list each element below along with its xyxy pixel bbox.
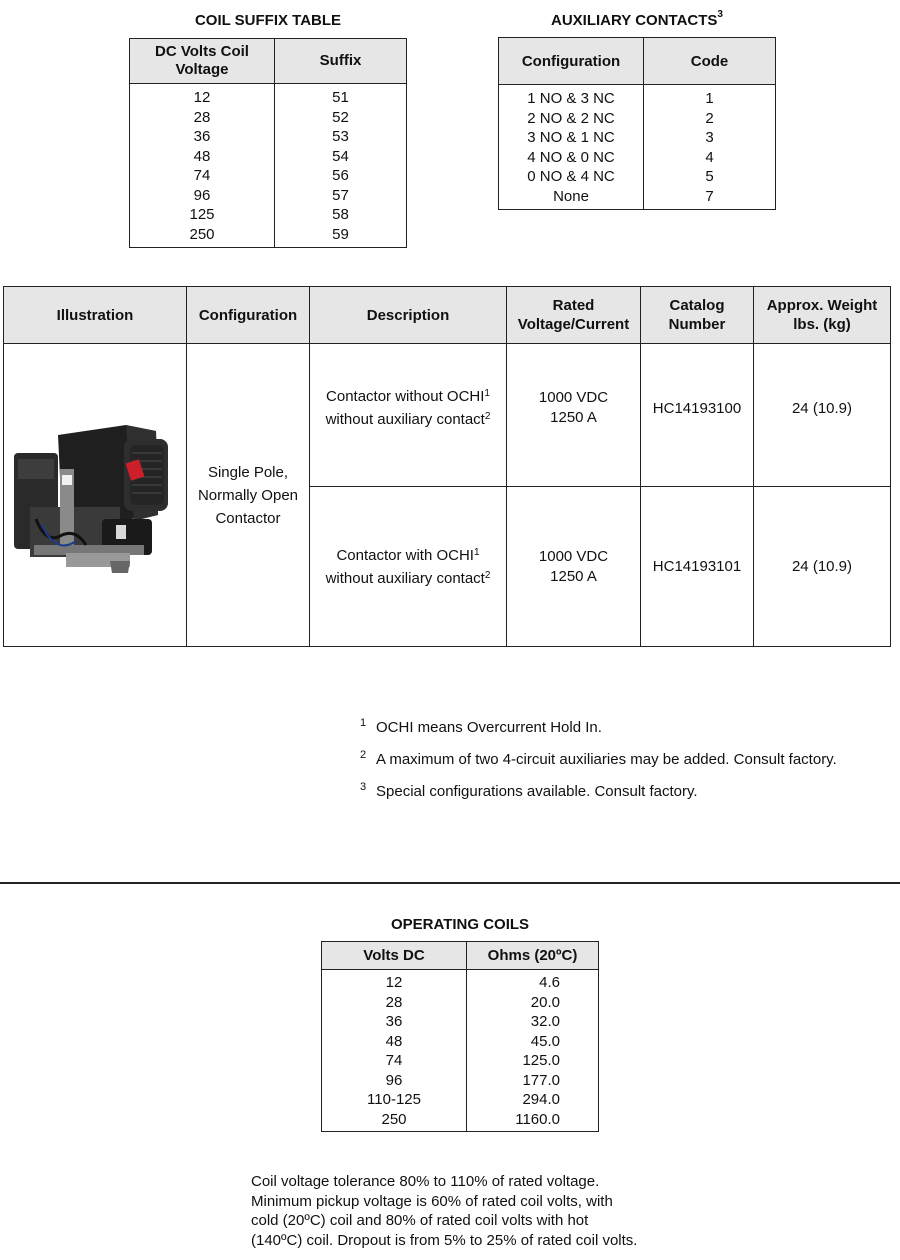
footnote-number: 3	[360, 781, 367, 793]
cell-volts: 28	[322, 993, 467, 1013]
column-header-ohms: Ohms (20ºC)	[467, 942, 599, 970]
cell-description	[310, 344, 507, 487]
cell-ohms: 45.0	[467, 1032, 599, 1052]
cell-code: 3	[644, 128, 776, 148]
footnote-ref: 2	[484, 569, 491, 581]
column-header-weight	[754, 287, 891, 344]
rated-current: 1250 A	[550, 567, 597, 585]
coil-note-line: Minimum pickup voltage is 60% of rated coil volts, with	[251, 1192, 613, 1210]
footnote-number: 1	[360, 717, 367, 729]
cell-suffix: 56	[275, 166, 407, 186]
cell-rating	[507, 344, 641, 487]
table-row	[499, 167, 776, 187]
cell-rating	[507, 487, 641, 647]
table-row	[130, 84, 407, 108]
table-header-row	[322, 942, 599, 970]
table-row	[322, 1090, 599, 1110]
contactor-image	[6, 395, 184, 595]
cell-voltage: 96	[130, 186, 275, 206]
footnote-ref: 1	[473, 546, 480, 558]
table-header-row	[499, 38, 776, 85]
table-row	[130, 127, 407, 147]
footnote	[360, 750, 890, 769]
table-row	[499, 128, 776, 148]
cell-voltage: 36	[130, 127, 275, 147]
rated-voltage: 1000 VDC	[538, 389, 609, 406]
config-line: Contactor	[215, 509, 281, 527]
cell-volts: 48	[322, 1032, 467, 1052]
operating-coils-table	[321, 941, 599, 1132]
cell-volts: 74	[322, 1051, 467, 1071]
table-row	[322, 993, 599, 1013]
column-header-description: Description	[310, 287, 507, 344]
coil-note-line: cold (20ºC) coil and 80% of rated coil volts with hot	[251, 1212, 589, 1229]
header-line: Number	[668, 316, 726, 333]
footnote-ref: 2	[484, 411, 491, 422]
cell-volts: 110-125	[322, 1090, 467, 1110]
rated-current: 1250 A	[550, 409, 597, 426]
column-header-volts: Volts DC	[322, 942, 467, 970]
product-table	[3, 286, 891, 647]
footnote-text: OCHI means Overcurrent Hold In.	[376, 719, 602, 736]
coil-notes	[251, 1172, 711, 1250]
cell-ohms: 125.0	[467, 1051, 599, 1071]
column-header-catalog	[641, 287, 754, 344]
cell-configuration: None	[499, 187, 644, 209]
column-header-suffix: Suffix	[275, 39, 407, 84]
table-row	[130, 166, 407, 186]
header-line: Rated	[552, 297, 595, 314]
cell-suffix: 53	[275, 127, 407, 147]
cell-ohms: 1160.0	[467, 1110, 599, 1132]
cell-voltage: 250	[130, 225, 275, 248]
aux-contacts-table	[498, 37, 776, 210]
cell-code: 7	[644, 187, 776, 209]
cell-voltage: 28	[130, 108, 275, 128]
operating-coils-title: OPERATING COILS	[390, 916, 530, 933]
header-line: Voltage/Current	[517, 316, 630, 333]
description-line	[310, 567, 506, 590]
column-header-dc-volts: DC Volts Coil Voltage	[130, 39, 275, 84]
aux-contacts-title	[498, 9, 776, 29]
cell-configuration: 2 NO & 2 NC	[499, 109, 644, 129]
cell-configuration: 1 NO & 3 NC	[499, 85, 644, 109]
cell-weight: 24 (10.9)	[754, 487, 891, 647]
footnote-text: Special configurations available. Consult factory.	[376, 783, 698, 800]
header-line: lbs. (kg)	[793, 316, 851, 333]
cell-configuration: 4 NO & 0 NC	[499, 148, 644, 168]
cell-ohms: 4.6	[467, 970, 599, 993]
footnote-ref: 3	[717, 9, 723, 20]
cell-volts: 96	[322, 1071, 467, 1091]
cell-voltage: 12	[130, 84, 275, 108]
cell-ohms: 294.0	[467, 1090, 599, 1110]
column-header-configuration: Configuration	[499, 38, 644, 85]
cell-description	[310, 487, 507, 647]
description-text: Contactor with OCHI	[336, 546, 474, 564]
cell-volts: 12	[322, 970, 467, 993]
footnote	[360, 782, 890, 801]
table-row	[130, 225, 407, 248]
cell-volts: 250	[322, 1110, 467, 1132]
cell-configuration	[187, 344, 310, 647]
cell-code: 4	[644, 148, 776, 168]
description-line	[310, 385, 506, 408]
table-header-row	[4, 287, 891, 344]
column-header-illustration: Illustration	[4, 287, 187, 344]
cell-voltage: 74	[130, 166, 275, 186]
cell-ohms: 177.0	[467, 1071, 599, 1091]
table-row	[4, 344, 891, 487]
table-row	[130, 108, 407, 128]
cell-code: 2	[644, 109, 776, 129]
cell-volts: 36	[322, 1012, 467, 1032]
cell-ohms: 20.0	[467, 993, 599, 1013]
cell-suffix: 57	[275, 186, 407, 206]
cell-catalog-number: HC14193100	[641, 344, 754, 487]
column-header-code: Code	[644, 38, 776, 85]
footnote	[360, 718, 890, 737]
cell-voltage: 48	[130, 147, 275, 167]
cell-ohms: 32.0	[467, 1012, 599, 1032]
config-line: Single Pole,	[207, 463, 289, 481]
rated-voltage: 1000 VDC	[538, 547, 609, 565]
table-row	[322, 970, 599, 993]
description-text: Contactor without OCHI	[326, 388, 485, 405]
header-line: Approx. Weight	[766, 297, 878, 314]
cell-configuration: 0 NO & 4 NC	[499, 167, 644, 187]
table-row	[499, 85, 776, 109]
cell-illustration	[4, 344, 187, 647]
table-row	[322, 1032, 599, 1052]
footnotes	[360, 718, 890, 814]
description-text: without auxiliary contact	[325, 569, 485, 587]
table-row	[499, 148, 776, 168]
table-row	[130, 186, 407, 206]
table-row	[322, 1051, 599, 1071]
coil-suffix-table	[129, 38, 407, 248]
aux-contacts-title-text: AUXILIARY CONTACTS	[551, 12, 718, 29]
footnote-number: 2	[360, 749, 367, 761]
config-line: Normally Open	[197, 486, 299, 504]
cell-code: 5	[644, 167, 776, 187]
coil-note-line: (140ºC) coil. Dropout is from 5% to 25% of rated coil volts.	[251, 1231, 638, 1249]
cell-voltage: 125	[130, 205, 275, 225]
section-divider	[0, 882, 900, 884]
table-row	[322, 1071, 599, 1091]
footnote-ref: 1	[484, 388, 490, 399]
coil-suffix-title: COIL SUFFIX TABLE	[194, 12, 342, 29]
cell-suffix: 54	[275, 147, 407, 167]
cell-suffix: 52	[275, 108, 407, 128]
table-row	[130, 147, 407, 167]
column-header-rated	[507, 287, 641, 344]
table-row	[322, 1110, 599, 1132]
cell-catalog-number: HC14193101	[641, 487, 754, 647]
cell-suffix: 58	[275, 205, 407, 225]
header-line: Catalog	[669, 297, 725, 314]
description-line	[310, 408, 506, 431]
table-row	[130, 205, 407, 225]
table-header-row	[130, 39, 407, 84]
cell-weight: 24 (10.9)	[754, 344, 891, 487]
cell-suffix: 51	[275, 84, 407, 108]
footnote-text: A maximum of two 4-circuit auxiliaries may be added. Consult factory.	[376, 751, 837, 768]
cell-configuration: 3 NO & 1 NC	[499, 128, 644, 148]
table-row	[499, 187, 776, 209]
description-line	[310, 544, 506, 567]
cell-suffix: 59	[275, 225, 407, 248]
description-text: without auxiliary contact	[325, 411, 485, 428]
coil-note-line: Coil voltage tolerance 80% to 110% of rated voltage.	[251, 1173, 600, 1190]
column-header-configuration: Configuration	[187, 287, 310, 344]
cell-code: 1	[644, 85, 776, 109]
table-row	[322, 1012, 599, 1032]
table-row	[499, 109, 776, 129]
